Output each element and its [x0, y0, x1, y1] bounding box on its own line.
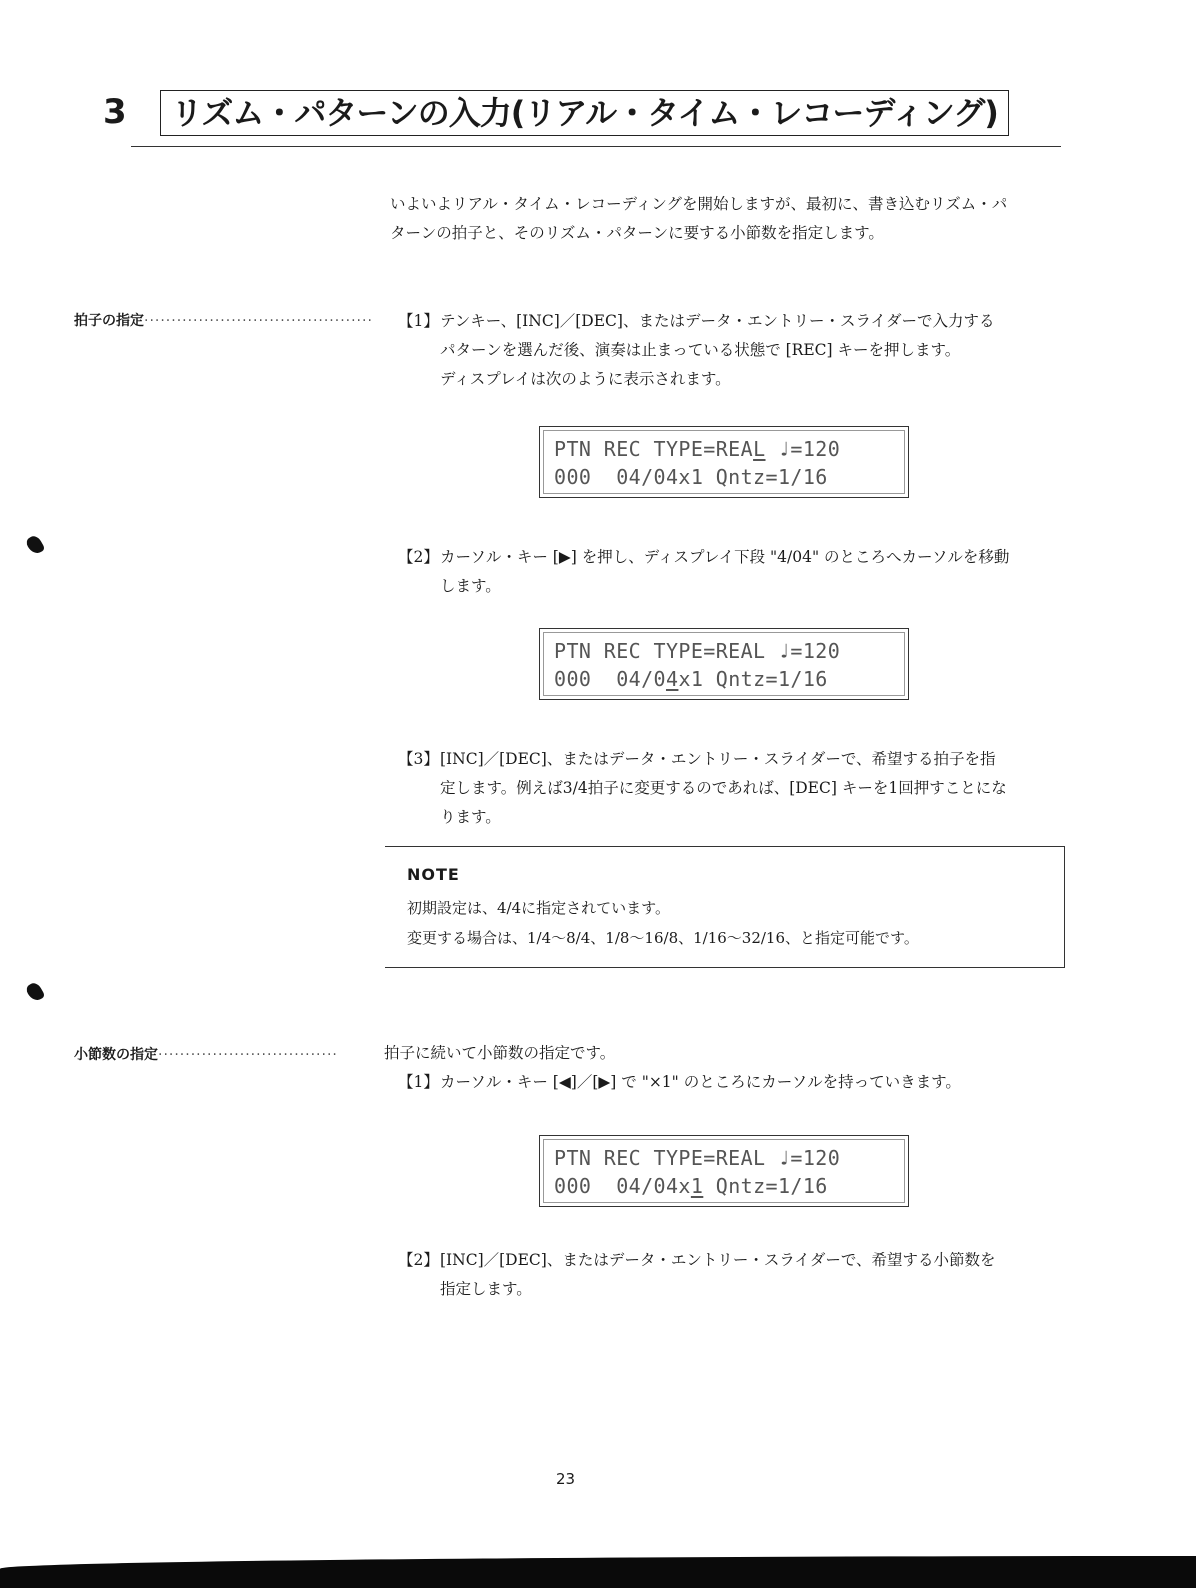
- lcd-cursor: 4: [665, 667, 679, 691]
- scan-edge: [0, 1556, 1196, 1588]
- title-rule: [131, 146, 1061, 147]
- step-text-line: パターンを選んだ後、演奏は止まっている状態で [REC] キーを押します。: [440, 341, 961, 359]
- leader-dots: ·································: [158, 1047, 338, 1063]
- measures-heading-label: 小節数の指定: [74, 1047, 158, 1063]
- step-text-line: 指定します。: [440, 1280, 532, 1298]
- m-step-2: [398, 1246, 1064, 1304]
- step-number: 【1】: [398, 1073, 439, 1091]
- intro-line-2: ターンの拍子と、そのリズム・パターンに要する小節数を指定します。: [390, 224, 884, 242]
- ts-step-3: [398, 745, 1064, 832]
- note-line-2: 変更する場合は、1/4〜8/4、1/8〜16/8、1/16〜32/16、と指定可能です。: [407, 929, 919, 947]
- step-text-line: カーソル・キー [◀]／[▶] で "×1" のところにカーソルを持っていきます。: [440, 1073, 961, 1091]
- note-label: NOTE: [407, 865, 460, 884]
- lcd-line-1: PTN REC TYPE=REAL ♩=120: [554, 639, 841, 663]
- ts-step-1: [398, 307, 1064, 394]
- note-box: [385, 846, 1065, 968]
- time-signature-heading: [74, 310, 373, 330]
- m-step-1: [398, 1068, 1064, 1097]
- section-title: リズム・パターンの入力(リアル・タイム・レコーディング): [160, 90, 1009, 136]
- ts-step-2: [398, 543, 1064, 601]
- lcd-line-2: 000 04/04x1 Qntz=1/16: [554, 667, 828, 691]
- step-number: 【1】: [398, 312, 439, 330]
- step-text-line: カーソル・キー [▶] を押し、ディスプレイ下段 "4/04" のところへカーソルを移動: [440, 548, 1010, 566]
- lcd-line-2: 000 04/04x1 Qntz=1/16: [554, 465, 828, 489]
- intro-line-1: いよいよリアル・タイム・レコーディングを開始しますが、最初に、書き込むリズム・パ: [390, 195, 1008, 213]
- step-text-line: [INC]／[DEC]、またはデータ・エントリー・スライダーで、希望する拍子を指: [440, 750, 996, 768]
- lcd-display-1: [539, 426, 909, 498]
- note-line-1: 初期設定は、4/4に指定されています。: [407, 899, 670, 917]
- lcd-line-1: PTN REC TYPE=REAL ♩=120: [554, 1146, 841, 1170]
- step-text-line: します。: [440, 577, 501, 595]
- step-text-line: 定します。例えば3/4拍子に変更するのであれば、[DEC] キーを1回押すことにな: [440, 779, 1007, 797]
- intro-paragraph: [390, 190, 1007, 248]
- leader-dots: ··········································: [144, 313, 373, 329]
- step-number: 【2】: [398, 1251, 439, 1269]
- lcd-display-2: [539, 628, 909, 700]
- lcd-cursor: 1: [690, 1174, 704, 1198]
- step-text-line: テンキー、[INC]／[DEC]、またはデータ・エントリー・スライダーで入力する: [440, 312, 995, 330]
- margin-mark: [24, 981, 45, 1004]
- step-text-line: ディスプレイは次のように表示されます。: [440, 370, 731, 388]
- step-text-line: [INC]／[DEC]、またはデータ・エントリー・スライダーで、希望する小節数を: [440, 1251, 996, 1269]
- lcd-line-1: PTN REC TYPE=REAL ♩=120: [554, 437, 841, 461]
- lcd-display-3: [539, 1135, 909, 1207]
- time-signature-heading-label: 拍子の指定: [74, 313, 144, 329]
- step-number: 【3】: [398, 750, 439, 768]
- measures-heading: [74, 1044, 338, 1064]
- section-number: 3: [103, 92, 127, 132]
- measures-intro: 拍子に続いて小節数の指定です。: [384, 1044, 616, 1062]
- margin-mark: [24, 534, 45, 557]
- page-number: 23: [556, 1470, 576, 1488]
- lcd-line-2: 000 04/04x1 Qntz=1/16: [554, 1174, 828, 1198]
- lcd-cursor: L: [753, 437, 766, 461]
- step-text-line: ります。: [440, 808, 501, 826]
- step-number: 【2】: [398, 548, 439, 566]
